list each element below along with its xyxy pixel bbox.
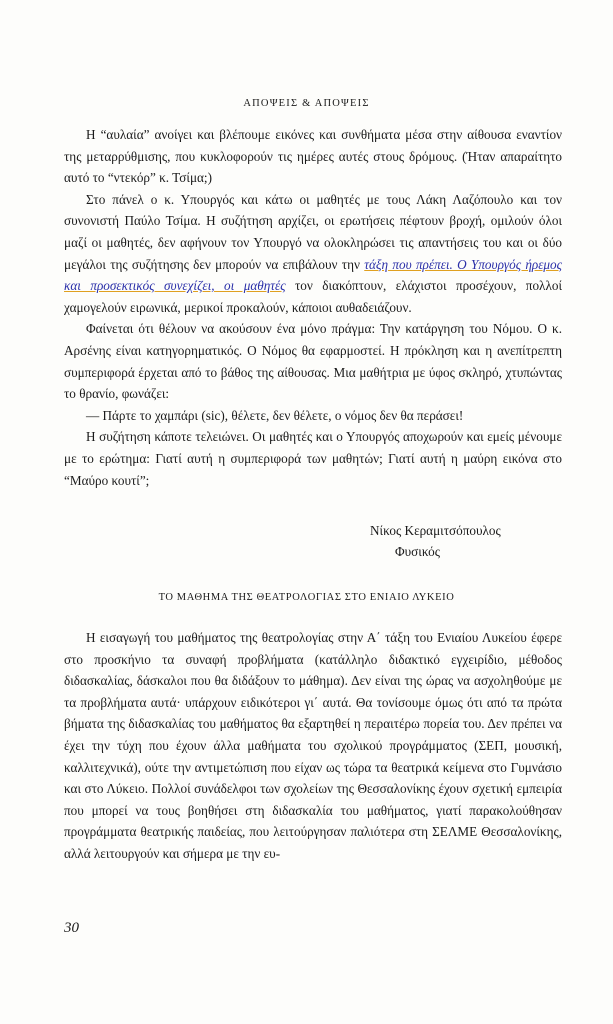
highlighted-text: τάξη που πρέπει. Ο Υπουργός ήρεμος και προσεκτικός συνεχίζει, οι μαθητές [64, 256, 562, 294]
paragraph: — Πάρτε το χαμπάρι (sic), θέλετε, δεν θέλετε, ο νόμος δεν θα περάσει! [86, 407, 464, 423]
running-header: ΑΠΟΨΕΙΣ & ΑΠΟΨΕΙΣ [243, 98, 370, 109]
paragraph: Η “αυλαία” ανοίγει και βλέπουμε εικόνες και συνθήματα μέσα στην αίθουσα εναντίον της μεταρρύθμισης, που κυκλοφορούν τις ημέρες αυτές στους δρόμους. (Ήταν απαραίτητο αυτό το “ντεκόρ” κ. Τσίμα;) [64, 127, 562, 186]
paragraph-text: Στο πάνελ ο κ. Υπουργός και κάτω οι μαθητές με τους Λάκη Λαζόπουλο και τον συνονιστή Παύλο Τσίμα. Η συζήτηση αρχίζει, οι ερωτήσεις πέφτουν βροχή, ομιλούν όλοι μαζί οι μαθητές, δεν αφήνουν τον Υπουργό να ολοκληρώσει τις απαντήσεις του και οι δύο μεγάλοι της συζήτησης δεν μπορούν να επιβάλουν την [64, 191, 562, 272]
paragraph: Η εισαγωγή του μαθήματος της θεατρολογίας στην Α΄ τάξη του Ενιαίου Λυκείου έφερε στο προσκήνιο τα συναφή προβλήματα (κατάλληλο διδακτικό εγχειρίδιο, μέθοδος διδασκαλίας, δάσκαλοι που θα διδάξουν το μάθημα). Δεν είναι της ώρας να ασχοληθούμε με τα προβλήματα αυτά· υπάρχουν ειδικότεροι γι΄ αυτά. Θα τονίσουμε όμως ότι από τα πρώτα βήματα της διδασκαλίας του μαθήματος θα εξαρτηθεί η περαιτέρω πορεία του. Δεν πρέπει να έχει την τύχη που έχουν άλλα μαθήματα του σχολικού προγράμματος (ΣΕΠ, μουσική, καλλιτεχνικά), ούτε την αντιμετώπιση που είχαν ως τώρα τα θεατρικά κείμενα στο Γυμνάσιο και στο Λύκειο. Πολλοί συνάδελφοι των σχολείων της Θεσσαλονίκης έχουν σχετική εμπειρία που μπορεί να τους βοηθήσει στη διδασκαλία του μαθήματος, γιατί παρακολούθησαν προγράμματα θεατρικής παιδείας, που λειτούργησαν παλιότερα στη ΣΕΛΜΕ Θεσσαλονίκης, αλλά λειτουργούν και σήμερα με την ευ- [64, 630, 562, 861]
paragraph [64, 189, 562, 319]
paragraph: Η συζήτηση κάποτε τελειώνει. Οι μαθητές και ο Υπουργός αποχωρούν και εμείς μένουμε με το ερώτημα: Γιατί αυτή η συμπεριφορά των μαθητών; Γιατί αυτή η μαύρη εικόνα στο “Μαύρο κουτί”; [64, 429, 562, 488]
article-opinion [64, 124, 562, 491]
author-role: Φυσικός [395, 544, 440, 559]
page-number: 30 [64, 920, 79, 936]
article-theatre [64, 627, 562, 865]
section-title: ΤΟ ΜΑΘΗΜΑ ΤΗΣ ΘΕΑΤΡΟΛΟΓΙΑΣ ΣΤΟ ΕΝΙΑΙΟ ΛΥΚΕΙΟ [158, 592, 455, 603]
author-name: Νίκος Κεραμιτσόπουλος [370, 523, 501, 538]
paragraph: Φαίνεται ότι θέλουν να ακούσουν ένα μόνο πράγμα: Την κατάργηση του Νόμου. Ο κ. Αρσένης είναι κατηγορηματικός. Ο Νόμος θα εφαρμοστεί. Η πρόκληση και η ανεπίτρεπτη συμπεριφορά έρχεται από το βάθος της αίθουσας. Μια μαθήτρια με ύφος σκληρό, χτυπώντας το θρανίο, φωνάζει: [64, 321, 562, 402]
paragraph-text: τον διακόπτουν, ελάχιστοι προσέχουν, πολλοί χαμογελούν ειρωνικά, μερικοί προκαλούν, κάποιοι αυθαδειάζουν. [64, 278, 562, 315]
